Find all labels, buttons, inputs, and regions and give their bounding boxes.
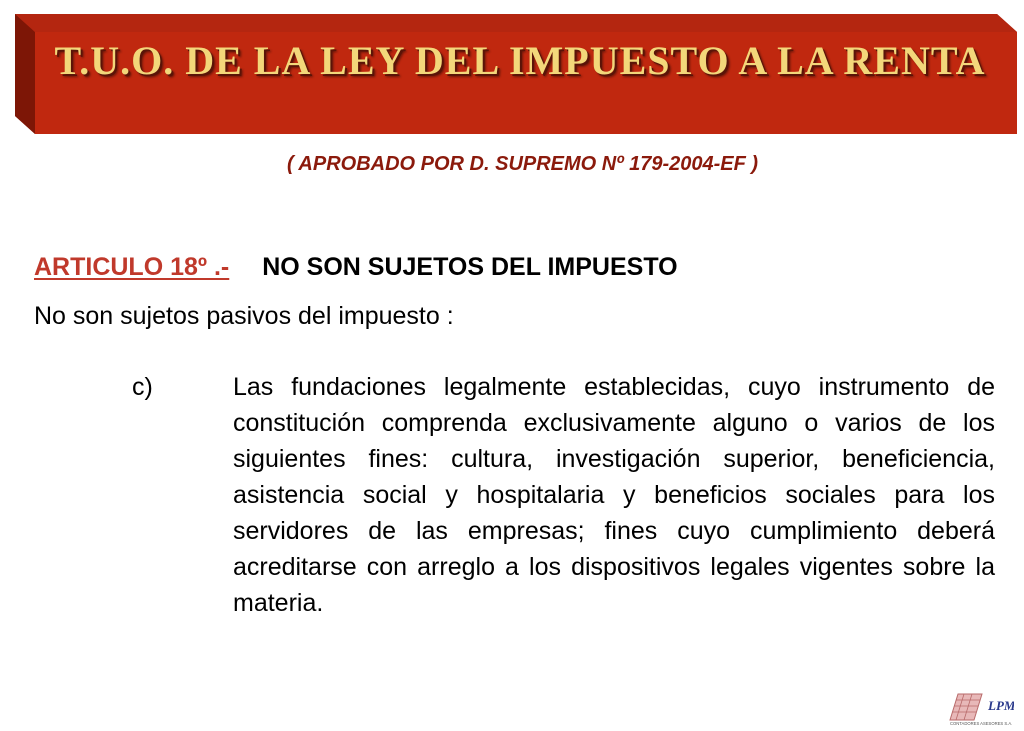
page-subtitle: ( APROBADO POR D. SUPREMO Nº 179-2004-EF ): [286, 153, 759, 175]
item-text: Las fundaciones legalmente establecidas, cuyo instrumento de constitución comprenda exclusivamente alguno o varios de los siguientes fines: cultura, investigación superior, beneficiencia, asistencia social y hospitalaria y beneficios sociales para los servidores de las empresas; fines cuyo cumplimiento deberá acreditarse con arreglo a los dispositivos legales vigentes sobre la materia.: [233, 373, 995, 617]
svg-text:CONTADORES ASESORES S.A.: CONTADORES ASESORES S.A.: [950, 721, 1013, 726]
page-title: T.U.O. DE LA LEY DEL IMPUESTO A LA RENTA: [54, 38, 986, 83]
article-intro: No son sujetos pasivos del impuesto :: [34, 302, 454, 330]
article-heading: [34, 253, 678, 282]
item-letter: c): [132, 373, 153, 401]
article-topic: NO SON SUJETOS DEL IMPUESTO: [262, 253, 678, 281]
lpm-logo: [948, 690, 1014, 726]
svg-text:LPM: LPM: [988, 698, 1014, 713]
article-reference: ARTICULO 18º .-: [34, 253, 230, 281]
